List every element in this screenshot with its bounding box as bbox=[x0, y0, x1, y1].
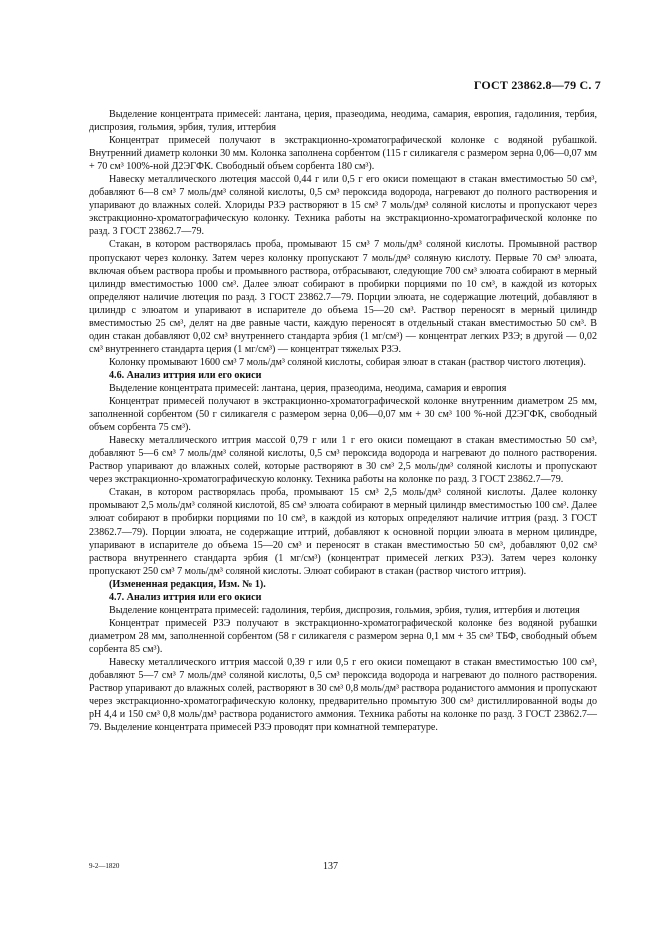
paragraph: Навеску металлического лютеция массой 0,44 г или 0,5 г его окиси помещают в стакан вместимостью 50 см³, добавляют 6—8 см³ 7 моль/дм³ соляной кислоты, 0,5 см³ пероксида водорода, нагревают до полного растворения и упаривают до влажных солей. Хлориды РЗЭ растворяют в 15 см³ 7 моль/дм³ соляной кислоты и пропускают через экстракционно-хроматографическую колонку. Техника работы на экстракционно-хроматографической колонке по разд. 3 ГОСТ 23862.7—79. bbox=[89, 174, 597, 238]
section-heading: 4.6. Анализ иттрия или его окиси bbox=[109, 369, 262, 381]
paragraph: Стакан, в котором растворялась проба, промывают 15 см³ 7 моль/дм³ соляной кислоты. Промывной раствор пропускают через колонку. Затем через колонку пропускают 7 моль/дм³ соляную кислоту. Первые 70 см³ элюата, включая объем раствора пробы и промывного раствора, отбрасывают, следующие 700 см³ элюата собирают в мерный цилиндр вместимостью 1000 см³. Далее элюат собирают в пробирки порциями по 10 см³, в каждой из которых определяют наличие лютеция по разд. 3 ГОСТ 23862.7—79. Порции элюата, не содержащие лютеций, добавляют в цилиндр с элюатом и упаривают в испарителе до объема 15—20 см³. Раствор переносят в мерный цилиндр вместимостью 25 см³, делят на две равные части, каждую переносят в отдельный стакан вместимостью 50 см³. В один стакан добавляют 0,02 см³ внутреннего стандарта эрбия (1 мг/см³) — концентрат легких РЗЭ; в другой — 0,02 см³ внутреннего стандарта церия (1 мг/см³) — концентрат тяжелых РЗЭ. bbox=[89, 239, 597, 355]
paragraph: Колонку промывают 1600 см³ 7 моль/дм³ соляной кислоты, собирая элюат в стакан (раствор чистого лютеция). bbox=[109, 356, 586, 368]
paragraph: Концентрат примесей получают в экстракционно-хроматографической колонке с водяной рубашкой. Внутренний диаметр колонки 30 мм. Колонка заполнена сорбентом (115 г силикагеля с размером зерна 0,06—0,07 мм + 70 см³ 100%-ной Д2ЭГФК. Свободный объем сорбента 180 см³). bbox=[89, 135, 597, 173]
paragraph: Навеску металлического иттрия массой 0,39 г или 0,5 г его окиси помещают в стакан вместимостью 100 см³, добавляют 5—7 см³ 7 моль/дм³ соляной кислоты, 0,5 см³ пероксида водорода и нагревают до полного растворения. Раствор упаривают до влажных солей, растворяют в 30 см³ 0,8 моль/дм³ раствора роданистого аммония и пропускают через экстракционно-хроматографическую колонку, предварительно промытую 300 см³ дистиллированной воды до pH 4,4 и 150 см³ 0,8 моль/дм³ раствора роданистого аммония. Техника работы на колонке по разд. 3 ГОСТ 23862.7—79. Выделение концентрата примесей РЗЭ проводят при комнатной температуре. bbox=[89, 656, 597, 734]
paragraph: Концентрат примесей РЗЭ получают в экстракционно-хроматографической колонке без водяной рубашки диаметром 28 мм, заполненной сорбентом (58 г силикагеля с размером зерна 0,1 мм + 35 см³ ТБФ, свободный объем сорбента 85 см³). bbox=[89, 617, 597, 655]
page-header: ГОСТ 23862.8—79 С. 7 bbox=[473, 78, 601, 92]
paragraph: Выделение концентрата примесей: лантана, церия, празеодима, неодима, самария и европия bbox=[109, 382, 507, 394]
paragraph: Стакан, в котором растворялась проба, промывают 15 см³ 2,5 моль/дм³ соляной кислоты. Далее колонку промывают 2,5 моль/дм³ соляной кислотой, 85 см³ элюата собирают в мерный цилиндр вместимостью 100 см³. Далее элюат собирают в пробирки порциями по 10 см³, в каждой из которых определяют наличие иттрия (разд. 3 ГОСТ 23862.7—79). Порции элюата, не содержащие иттрий, добавляют к основной порции элюата в мерном цилиндре, упаривают в испарителе до объема 15—20 см³ и переносят в стакан вместимостью 50 см³, добавляют 0,02 см³ раствора внутреннего стандарта эрбия (1 мг/см³) (концентрат примесей легких РЗЭ). Затем через колонку пропускают 250 см³ 7 моль/дм³ соляной кислоты. Элюат собирают в стакан (раствор чистого иттрия). bbox=[89, 487, 597, 577]
paragraph: Концентрат примесей получают в экстракционно-хроматографической колонке внутренним диаметром 25 мм, заполненной сорбентом (50 г силикагеля с размером зерна 0,06—0,07 мм + 30 см³ 100 %-ной Д2ЭГФК, свободный объем сорбента 75 см³). bbox=[89, 396, 597, 434]
paragraph: Выделение концентрата примесей: гадолиния, тербия, диспрозия, гольмия, эрбия, тулия, иттербия и лютеция bbox=[109, 604, 580, 616]
revision-note: (Измененная редакция, Изм. № 1). bbox=[109, 578, 266, 590]
paragraph: Навеску металлического иттрия массой 0,79 г или 1 г его окиси помещают в стакан вместимостью 50 см³, добавляют 5—6 см³ 7 моль/дм³ соляной кислоты, 0,5 см³ пероксида водорода и нагревают до полного растворения. Раствор упаривают до влажных солей, которые растворяют в 30 см³ 2,5 моль/дм³ соляной кислоты и пропускают через экстракционно-хроматографическую колонку. Техника работы на колонке по разд. 3 ГОСТ 23862.7—79. bbox=[89, 435, 597, 486]
document-body bbox=[89, 108, 597, 734]
print-code: 9-2—1820 bbox=[89, 862, 120, 870]
section-heading: 4.7. Анализ иттрия или его окиси bbox=[109, 591, 262, 603]
paragraph: Выделение концентрата примесей: лантана, церия, празеодима, неодима, самария, европия, гадолиния, тербия, диспрозия, гольмия, эрбия, тулия, иттербия bbox=[89, 109, 597, 134]
page-number: 137 bbox=[323, 861, 338, 872]
